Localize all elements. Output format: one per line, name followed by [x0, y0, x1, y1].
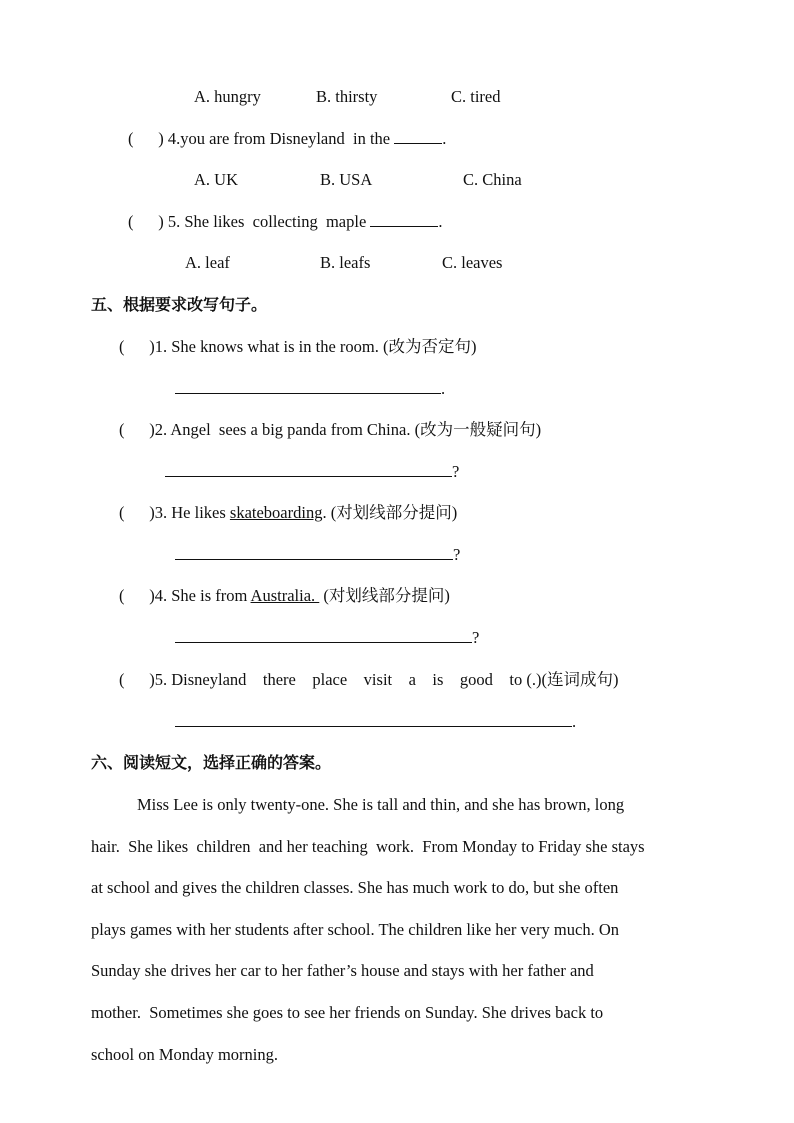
answer-paren: ( ) — [119, 586, 155, 605]
answer-line-1 — [175, 379, 445, 399]
answer-blank — [394, 129, 442, 144]
answer-paren: ( ) — [119, 420, 155, 439]
punctuation: . — [438, 212, 443, 231]
answer-paren: ( ) — [119, 670, 155, 689]
punctuation: . — [572, 712, 577, 731]
passage-line-6: mother. Sometimes she goes to see her friends on Sunday. She drives back to — [91, 1003, 604, 1022]
item-text: 3. He likes — [154, 503, 230, 522]
answer-line-3 — [175, 545, 460, 565]
q4-option-c: C. China — [463, 170, 522, 189]
answer-paren: ( ) — [128, 212, 164, 231]
item-text: 2. Angel sees a big panda from China. (改为一般疑问句) — [154, 420, 542, 439]
section-6-heading: 六、阅读短文，选择正确的答案。 — [91, 753, 332, 772]
q3-option-a: A. hungry — [194, 87, 261, 106]
answer-line-2 — [165, 462, 459, 482]
item-text: 1. She knows what is in the room. (改为否定句) — [154, 337, 477, 356]
answer-blank — [175, 628, 472, 643]
punctuation: ? — [452, 462, 460, 481]
answer-blank — [175, 545, 453, 560]
answer-paren: ( ) — [128, 129, 164, 148]
answer-paren: ( ) — [119, 503, 155, 522]
answer-paren: ( ) — [119, 337, 155, 356]
punctuation: ? — [472, 628, 480, 647]
answer-line-5 — [175, 712, 576, 732]
item-instruction: (对划线部分提问) — [319, 586, 450, 605]
passage-line-3: at school and gives the children classes. She has much work to do, but she often — [91, 878, 619, 897]
rewrite-item-2 — [119, 420, 541, 440]
answer-blank — [175, 712, 572, 727]
question-text: 5. She likes collecting maple — [167, 212, 367, 231]
answer-blank — [175, 379, 441, 394]
punctuation: ? — [453, 545, 461, 564]
section-5-heading: 五、根据要求改写句子。 — [91, 295, 268, 314]
underlined-word: skateboarding — [229, 503, 323, 522]
q5-option-c: C. leaves — [442, 253, 503, 272]
punctuation: . — [442, 129, 447, 148]
q4-question — [128, 129, 446, 149]
q3-option-b: B. thirsty — [316, 87, 378, 106]
passage-line-1: Miss Lee is only twenty-one. She is tall and thin, and she has brown, long — [137, 795, 625, 814]
underlined-word: Australia. — [250, 586, 320, 605]
punctuation: . — [441, 379, 446, 398]
passage-line-4: plays games with her students after school. The children like her very much. On — [91, 920, 620, 939]
q5-option-b: B. leafs — [320, 253, 371, 272]
item-text: 5. Disneyland there place visit a is good to (.)(连词成句) — [154, 670, 619, 689]
passage-line-2: hair. She likes children and her teaching work. From Monday to Friday she stays — [91, 837, 645, 856]
q4-option-b: B. USA — [320, 170, 373, 189]
answer-line-4 — [175, 628, 479, 648]
passage-line-5: Sunday she drives her car to her father’s house and stays with her father and — [91, 961, 594, 980]
rewrite-item-4 — [119, 586, 450, 606]
q5-question — [128, 212, 443, 232]
answer-blank — [165, 462, 452, 477]
item-instruction: . (对划线部分提问) — [322, 503, 458, 522]
q3-option-c: C. tired — [451, 87, 501, 106]
q5-option-a: A. leaf — [185, 253, 230, 272]
rewrite-item-3 — [119, 503, 457, 523]
passage-line-7: school on Monday morning. — [91, 1045, 278, 1064]
rewrite-item-1 — [119, 337, 476, 357]
item-text: 4. She is from — [154, 586, 251, 605]
rewrite-item-5 — [119, 670, 619, 690]
answer-blank — [370, 212, 438, 227]
question-text: 4.you are from Disneyland in the — [167, 129, 391, 148]
q4-option-a: A. UK — [194, 170, 238, 189]
